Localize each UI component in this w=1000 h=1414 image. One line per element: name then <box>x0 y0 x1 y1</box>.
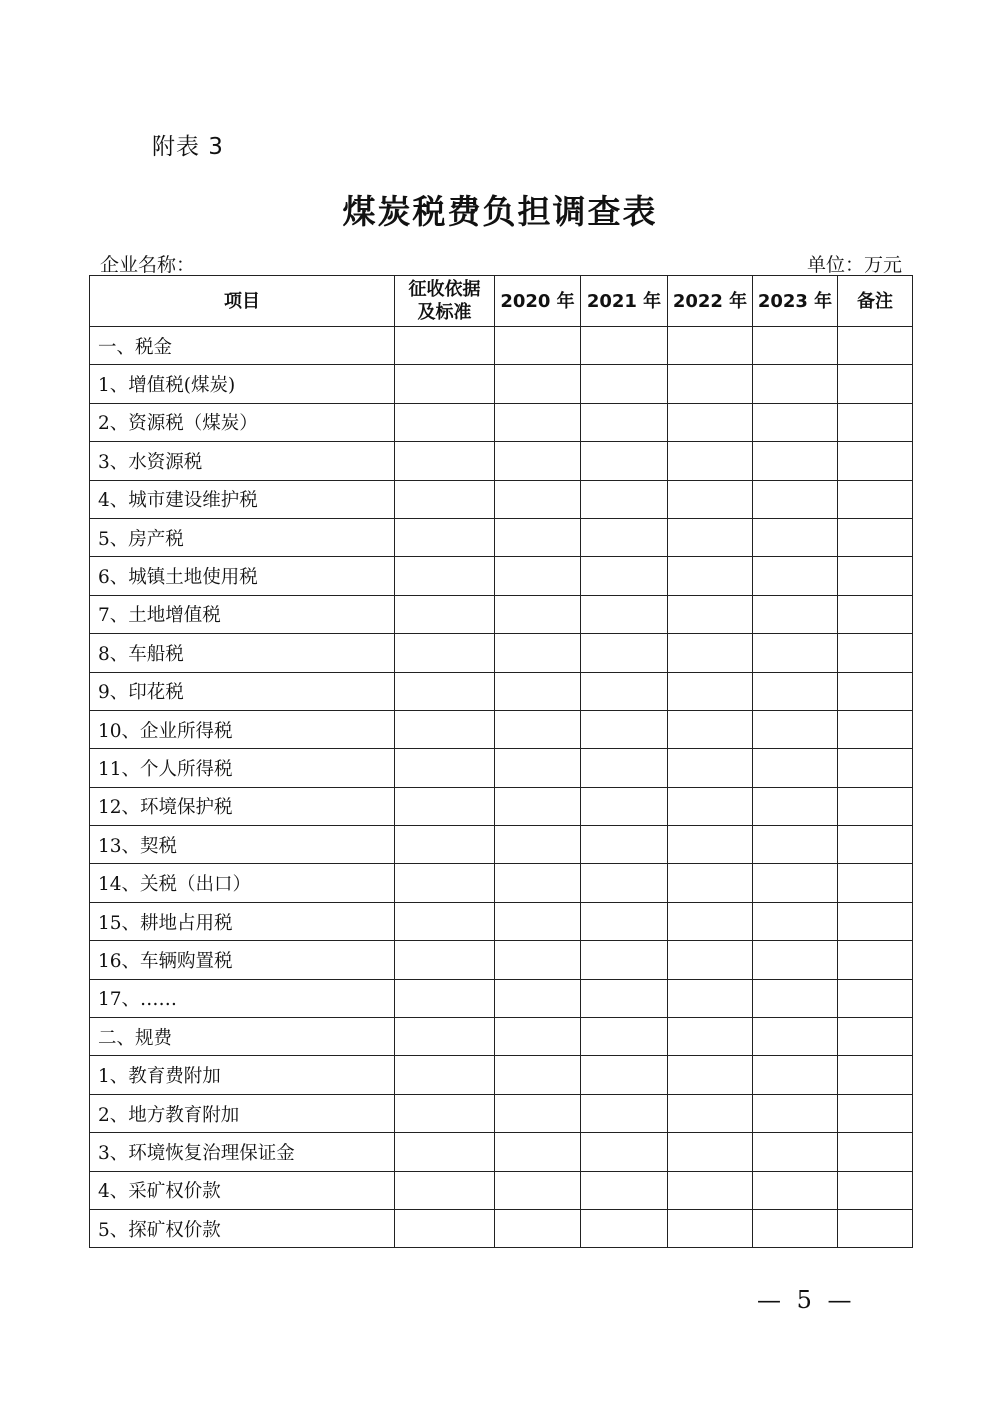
cell-2020[interactable] <box>495 365 581 403</box>
table-row <box>90 327 913 365</box>
cell-basis[interactable] <box>395 979 495 1017</box>
cell-2021[interactable] <box>581 595 668 633</box>
row-item-label: 6、城镇土地使用税 <box>90 557 395 595</box>
cell-2023[interactable] <box>753 518 838 556</box>
table-row <box>90 941 913 979</box>
row-item-label: 一、税金 <box>90 327 395 365</box>
cell-basis[interactable] <box>395 941 495 979</box>
cell-2022[interactable] <box>668 1018 753 1056</box>
cell-remarks[interactable] <box>838 1171 913 1209</box>
row-item-label: 二、规费 <box>90 1018 395 1056</box>
cell-basis[interactable] <box>395 787 495 825</box>
cell-2020[interactable] <box>495 518 581 556</box>
table-row <box>90 634 913 672</box>
row-item-label: 13、契税 <box>90 826 395 864</box>
row-item-label: 17、…… <box>90 979 395 1017</box>
cell-2020[interactable] <box>495 710 581 748</box>
cell-2023[interactable] <box>753 1171 838 1209</box>
cell-2023[interactable] <box>753 826 838 864</box>
header-item: 项目 <box>90 276 395 327</box>
row-item-label: 5、探矿权价款 <box>90 1209 395 1247</box>
cell-remarks[interactable] <box>838 749 913 787</box>
cell-2020[interactable] <box>495 634 581 672</box>
table-row <box>90 595 913 633</box>
cell-2023[interactable] <box>753 1018 838 1056</box>
cell-2023[interactable] <box>753 634 838 672</box>
row-item-label: 4、采矿权价款 <box>90 1171 395 1209</box>
cell-basis[interactable] <box>395 557 495 595</box>
table-row <box>90 979 913 1017</box>
cell-2022[interactable] <box>668 1209 753 1247</box>
cell-2022[interactable] <box>668 749 753 787</box>
cell-remarks[interactable] <box>838 480 913 518</box>
cell-basis[interactable] <box>395 710 495 748</box>
cell-2020[interactable] <box>495 1018 581 1056</box>
cell-2020[interactable] <box>495 1056 581 1094</box>
row-item-label: 14、关税（出口） <box>90 864 395 902</box>
table-row <box>90 518 913 556</box>
header-basis <box>395 276 495 327</box>
table-row <box>90 403 913 441</box>
cell-2021[interactable] <box>581 518 668 556</box>
cell-2023[interactable] <box>753 480 838 518</box>
cell-2022[interactable] <box>668 595 753 633</box>
cell-2023[interactable] <box>753 941 838 979</box>
page-number-text: — 5 — <box>757 1286 856 1314</box>
cell-remarks[interactable] <box>838 672 913 710</box>
cell-remarks[interactable] <box>838 634 913 672</box>
cell-2022[interactable] <box>668 365 753 403</box>
cell-2022[interactable] <box>668 518 753 556</box>
cell-2021[interactable] <box>581 672 668 710</box>
cell-remarks[interactable] <box>838 442 913 480</box>
cell-2021[interactable] <box>581 634 668 672</box>
header-basis-line1: 征收依据 <box>408 279 481 300</box>
cell-2022[interactable] <box>668 710 753 748</box>
cell-2023[interactable] <box>753 979 838 1017</box>
cell-2021[interactable] <box>581 979 668 1017</box>
cell-2021[interactable] <box>581 749 668 787</box>
cell-2020[interactable] <box>495 826 581 864</box>
cell-2023[interactable] <box>753 787 838 825</box>
cell-2020[interactable] <box>495 403 581 441</box>
cell-basis[interactable] <box>395 403 495 441</box>
cell-remarks[interactable] <box>838 864 913 902</box>
cell-2020[interactable] <box>495 749 581 787</box>
cell-basis[interactable] <box>395 365 495 403</box>
cell-basis[interactable] <box>395 1094 495 1132</box>
table-row <box>90 1018 913 1056</box>
cell-remarks[interactable] <box>838 365 913 403</box>
row-item-label: 9、印花税 <box>90 672 395 710</box>
cell-remarks[interactable] <box>838 1018 913 1056</box>
cell-basis[interactable] <box>395 864 495 902</box>
cell-2021[interactable] <box>581 557 668 595</box>
cell-remarks[interactable] <box>838 902 913 940</box>
header-2020: 2020 年 <box>495 276 581 327</box>
cell-2021[interactable] <box>581 1209 668 1247</box>
table-row <box>90 1094 913 1132</box>
cell-2023[interactable] <box>753 1133 838 1171</box>
table-row <box>90 902 913 940</box>
cell-2021[interactable] <box>581 1018 668 1056</box>
cell-remarks[interactable] <box>838 557 913 595</box>
tax-survey-table <box>89 275 913 1248</box>
header-remarks: 备注 <box>838 276 913 327</box>
cell-basis[interactable] <box>395 1209 495 1247</box>
cell-2023[interactable] <box>753 1056 838 1094</box>
page-title: 煤炭税费负担调查表 <box>342 192 658 231</box>
company-name-label: 企业名称： <box>100 254 196 276</box>
cell-basis[interactable] <box>395 902 495 940</box>
cell-remarks[interactable] <box>838 518 913 556</box>
header-2021: 2021 年 <box>581 276 668 327</box>
row-item-label: 3、水资源税 <box>90 442 395 480</box>
table-row <box>90 749 913 787</box>
cell-basis[interactable] <box>395 1171 495 1209</box>
cell-2022[interactable] <box>668 1171 753 1209</box>
cell-remarks[interactable] <box>838 327 913 365</box>
cell-2023[interactable] <box>753 1094 838 1132</box>
cell-2023[interactable] <box>753 902 838 940</box>
cell-2022[interactable] <box>668 327 753 365</box>
attachment-label: 附表 3 <box>152 134 224 160</box>
cell-remarks[interactable] <box>838 941 913 979</box>
row-item-label: 11、个人所得税 <box>90 749 395 787</box>
cell-2022[interactable] <box>668 979 753 1017</box>
cell-basis[interactable] <box>395 672 495 710</box>
table-row <box>90 1133 913 1171</box>
row-item-label: 1、教育费附加 <box>90 1056 395 1094</box>
cell-2020[interactable] <box>495 442 581 480</box>
cell-2021[interactable] <box>581 327 668 365</box>
cell-2023[interactable] <box>753 327 838 365</box>
table-row <box>90 480 913 518</box>
cell-2020[interactable] <box>495 941 581 979</box>
cell-remarks[interactable] <box>838 1209 913 1247</box>
cell-2021[interactable] <box>581 442 668 480</box>
cell-2022[interactable] <box>668 864 753 902</box>
cell-2021[interactable] <box>581 902 668 940</box>
cell-2022[interactable] <box>668 557 753 595</box>
cell-2023[interactable] <box>753 710 838 748</box>
row-item-label: 1、增值税(煤炭) <box>90 365 395 403</box>
cell-basis[interactable] <box>395 327 495 365</box>
cell-2023[interactable] <box>753 749 838 787</box>
cell-basis[interactable] <box>395 1056 495 1094</box>
cell-2022[interactable] <box>668 787 753 825</box>
table-row <box>90 672 913 710</box>
cell-2021[interactable] <box>581 864 668 902</box>
cell-2020[interactable] <box>495 327 581 365</box>
cell-remarks[interactable] <box>838 595 913 633</box>
header-basis-line2: 及标准 <box>417 302 472 323</box>
cell-basis[interactable] <box>395 1018 495 1056</box>
cell-2022[interactable] <box>668 826 753 864</box>
cell-2020[interactable] <box>495 979 581 1017</box>
cell-2020[interactable] <box>495 787 581 825</box>
cell-remarks[interactable] <box>838 1133 913 1171</box>
cell-basis[interactable] <box>395 480 495 518</box>
cell-basis[interactable] <box>395 749 495 787</box>
row-item-label: 2、资源税（煤炭） <box>90 403 395 441</box>
table-row <box>90 864 913 902</box>
row-item-label: 15、耕地占用税 <box>90 902 395 940</box>
cell-2023[interactable] <box>753 864 838 902</box>
cell-2020[interactable] <box>495 1094 581 1132</box>
table-row <box>90 1056 913 1094</box>
cell-remarks[interactable] <box>838 826 913 864</box>
cell-basis[interactable] <box>395 595 495 633</box>
table-body <box>90 327 913 1248</box>
cell-2022[interactable] <box>668 1094 753 1132</box>
table-row <box>90 787 913 825</box>
cell-2022[interactable] <box>668 941 753 979</box>
row-item-label: 7、土地增值税 <box>90 595 395 633</box>
row-item-label: 12、环境保护税 <box>90 787 395 825</box>
row-item-label: 3、环境恢复治理保证金 <box>90 1133 395 1171</box>
cell-2022[interactable] <box>668 1056 753 1094</box>
cell-2021[interactable] <box>581 403 668 441</box>
cell-remarks[interactable] <box>838 403 913 441</box>
cell-2021[interactable] <box>581 710 668 748</box>
table-row <box>90 557 913 595</box>
cell-2021[interactable] <box>581 365 668 403</box>
cell-2023[interactable] <box>753 1209 838 1247</box>
cell-basis[interactable] <box>395 826 495 864</box>
cell-2022[interactable] <box>668 634 753 672</box>
cell-2020[interactable] <box>495 1209 581 1247</box>
cell-2023[interactable] <box>753 595 838 633</box>
table-row <box>90 1171 913 1209</box>
cell-2020[interactable] <box>495 1171 581 1209</box>
cell-remarks[interactable] <box>838 979 913 1017</box>
cell-2022[interactable] <box>668 1133 753 1171</box>
table-row <box>90 365 913 403</box>
cell-basis[interactable] <box>395 442 495 480</box>
cell-2021[interactable] <box>581 1171 668 1209</box>
cell-2021[interactable] <box>581 941 668 979</box>
cell-2022[interactable] <box>668 672 753 710</box>
cell-remarks[interactable] <box>838 710 913 748</box>
table-row <box>90 826 913 864</box>
cell-2022[interactable] <box>668 442 753 480</box>
cell-remarks[interactable] <box>838 1094 913 1132</box>
cell-2020[interactable] <box>495 1133 581 1171</box>
cell-remarks[interactable] <box>838 1056 913 1094</box>
cell-2021[interactable] <box>581 826 668 864</box>
cell-2020[interactable] <box>495 480 581 518</box>
cell-2021[interactable] <box>581 1056 668 1094</box>
cell-2020[interactable] <box>495 902 581 940</box>
cell-2021[interactable] <box>581 480 668 518</box>
cell-basis[interactable] <box>395 634 495 672</box>
cell-2022[interactable] <box>668 480 753 518</box>
cell-basis[interactable] <box>395 518 495 556</box>
cell-2020[interactable] <box>495 672 581 710</box>
header-2022: 2022 年 <box>668 276 753 327</box>
table-row <box>90 710 913 748</box>
table-header-row <box>90 276 913 327</box>
cell-2020[interactable] <box>495 557 581 595</box>
cell-2021[interactable] <box>581 1094 668 1132</box>
row-item-label: 8、车船税 <box>90 634 395 672</box>
cell-2023[interactable] <box>753 672 838 710</box>
row-item-label: 5、房产税 <box>90 518 395 556</box>
cell-2023[interactable] <box>753 557 838 595</box>
cell-2020[interactable] <box>495 864 581 902</box>
cell-basis[interactable] <box>395 1133 495 1171</box>
row-item-label: 10、企业所得税 <box>90 710 395 748</box>
unit-label: 单位：万元 <box>806 254 902 276</box>
cell-remarks[interactable] <box>838 787 913 825</box>
cell-2020[interactable] <box>495 595 581 633</box>
header-2023: 2023 年 <box>753 276 838 327</box>
row-item-label: 16、车辆购置税 <box>90 941 395 979</box>
row-item-label: 4、城市建设维护税 <box>90 480 395 518</box>
table-row <box>90 442 913 480</box>
cell-2022[interactable] <box>668 902 753 940</box>
row-item-label: 2、地方教育附加 <box>90 1094 395 1132</box>
table-row <box>90 1209 913 1247</box>
cell-2023[interactable] <box>753 365 838 403</box>
cell-2022[interactable] <box>668 403 753 441</box>
cell-2023[interactable] <box>753 442 838 480</box>
cell-2021[interactable] <box>581 787 668 825</box>
cell-2021[interactable] <box>581 1133 668 1171</box>
cell-2023[interactable] <box>753 403 838 441</box>
